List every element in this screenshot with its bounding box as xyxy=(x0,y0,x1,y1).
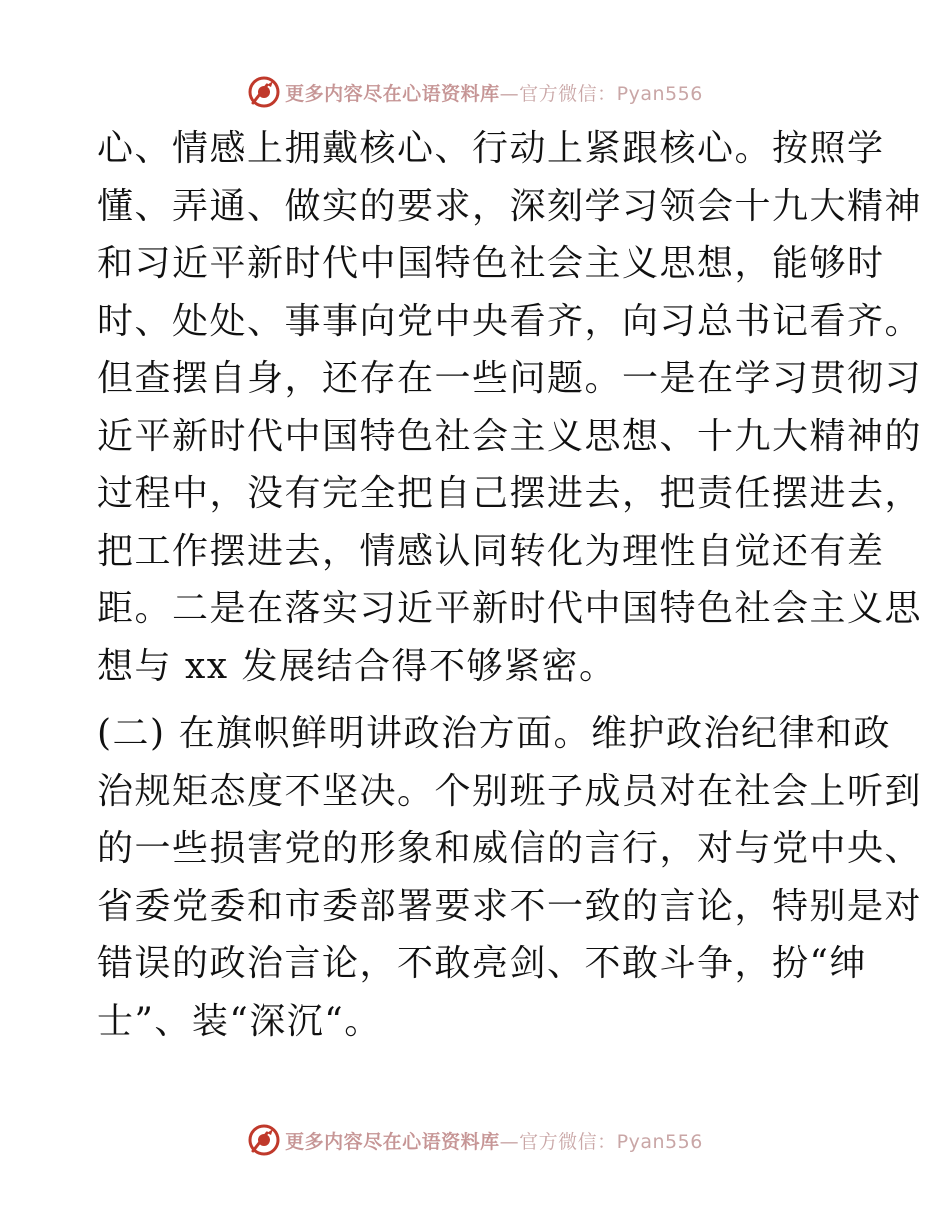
text-line: 错误的政治言论，不敢亮剑、不敢斗争，扮“绅 xyxy=(97,943,867,984)
text-line: 的一些损害党的形象和威信的言行，对与党中央、 xyxy=(97,828,923,869)
text-line: 近平新时代中国特色社会主义思想、十九大精神的 xyxy=(97,415,923,457)
xinyu-logo-icon xyxy=(247,1123,281,1157)
text-line: 治规矩态度不坚决。个别班子成员对在社会上听到 xyxy=(97,770,923,812)
text-line: 想与 xx 发展结合得不够紧密。 xyxy=(97,645,617,687)
text-line: 距。二是在落实习近平新时代中国特色社会主义思 xyxy=(97,588,923,629)
footer-watermark xyxy=(0,1120,950,1160)
text-line: 心、情感上拥戴核心、行动上紧跟核心。按照学 xyxy=(97,128,885,169)
text-line: (二) 在旗帜鲜明讲政治方面。维护政治纪律和政 xyxy=(97,713,892,754)
header-watermark-text: 更多内容尽在心语资料库—官方微信：Pyan556 xyxy=(285,82,703,105)
text-line: 和习近平新时代中国特色社会主义思想，能够时 xyxy=(97,243,885,284)
footer-watermark-text: 更多内容尽在心语资料库—官方微信：Pyan556 xyxy=(285,1130,703,1153)
paragraph-2 xyxy=(97,705,923,1050)
text-line: 懂、弄通、做实的要求，深刻学习领会十九大精神 xyxy=(97,185,923,227)
text-line: 过程中，没有完全把自己摆进去，把责任摆进去， xyxy=(97,473,923,514)
text-line: 但查摆自身，还存在一些问题。一是在学习贯彻习 xyxy=(97,358,923,399)
text-line: 士”、装“深沉“。 xyxy=(97,1000,382,1042)
text-line: 时、处处、事事向党中央看齐，向习总书记看齐。 xyxy=(97,300,923,342)
text-line: 把工作摆进去，情感认同转化为理性自觉还有差 xyxy=(97,530,885,572)
text-line: 省委党委和市委部署要求不一致的言论，特别是对 xyxy=(97,885,923,927)
document-body xyxy=(97,120,923,1050)
xinyu-logo-icon xyxy=(247,75,281,109)
header-watermark xyxy=(0,72,950,112)
paragraph-1 xyxy=(97,120,923,695)
